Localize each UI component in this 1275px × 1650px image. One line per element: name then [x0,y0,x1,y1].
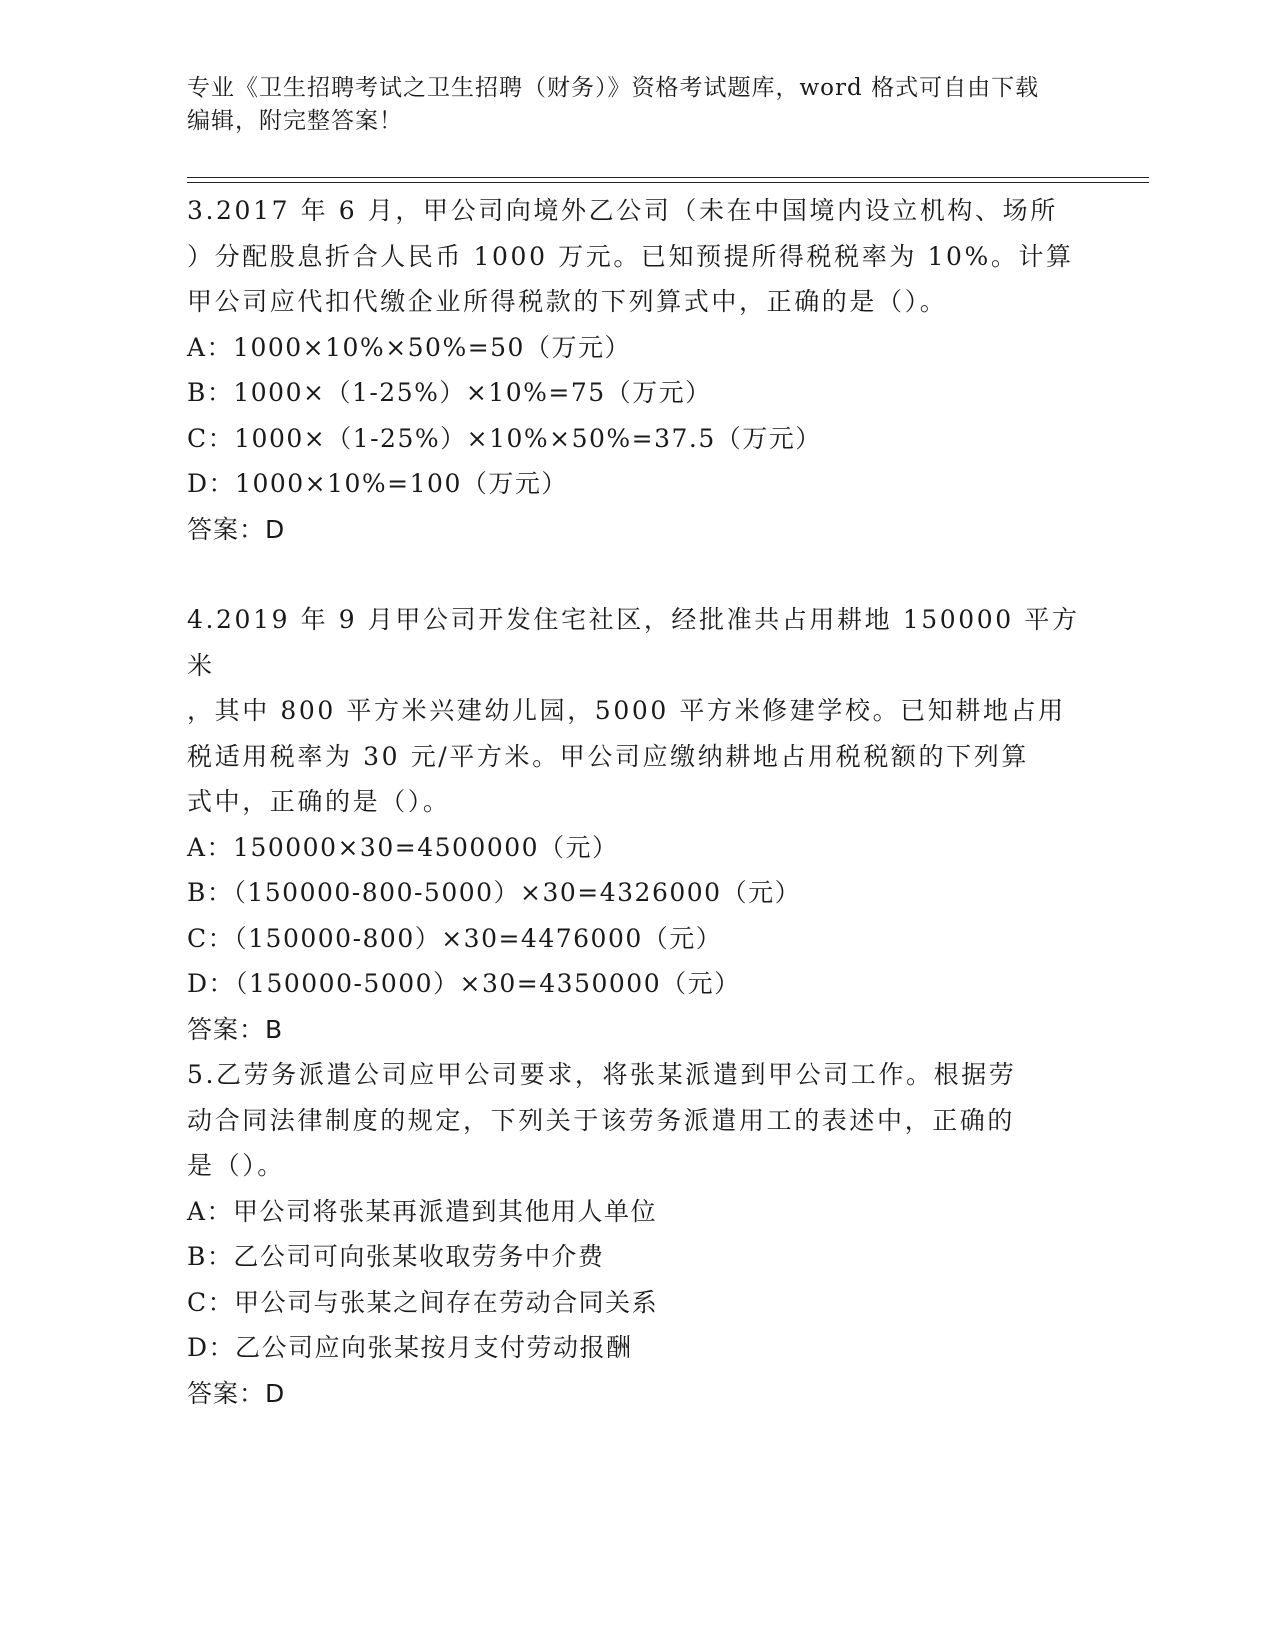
question-text-line: 3.2017 年 6 月，甲公司向境外乙公司（未在中国境内设立机构、场所 [187,196,1058,225]
option-b: B：1000×（1-25%）×10%=75（万元） [187,378,712,407]
question-5 [187,1052,1087,1416]
option-c: C：1000×（1-25%）×10%×50%=37.5（万元） [187,423,822,453]
header-divider-top [187,177,1149,178]
header-divider-bottom [187,182,1149,183]
question-text-line: 4.2019 年 9 月甲公司开发住宅社区，经批准共占用耕地 150000 平方米 [187,605,1080,680]
question-text-line: ）分配股息折合人民币 1000 万元。已知预提所得税税率为 10%。计算 [187,241,1074,271]
answer: 答案：D [187,1378,286,1408]
question-text-line: 甲公司应代扣代缴企业所得税款的下列算式中，正确的是（）。 [187,287,948,316]
header-line-2: 编辑，附完整答案！ [187,108,403,134]
option-a: A：150000×30=4500000（元） [187,832,619,862]
question-text-line: 是（）。 [187,1151,285,1180]
question-4 [187,597,1087,1052]
answer: 答案：B [187,1014,284,1044]
option-a: A：1000×10%×50%=50（万元） [187,332,631,362]
question-text-line: 5.乙劳务派遣公司应甲公司要求，将张某派遣到甲公司工作。根据劳 [187,1060,1017,1089]
option-a: A：甲公司将张某再派遣到其他用人单位 [187,1196,658,1226]
question-3 [187,188,1087,552]
question-text-line: 动合同法律制度的规定，下列关于该劳务派遣用工的表述中，正确的 [187,1105,1016,1135]
header-line-1: 专业《卫生招聘考试之卫生招聘（财务）》资格考试题库，word 格式可自由下载 [187,75,1040,101]
option-b: B：（150000-800-5000）×30=4326000（元） [187,878,802,907]
question-text-line: ，其中 800 平方米兴建幼儿园，5000 平方米修建学校。已知耕地占用 [187,696,1066,725]
question-text-line: 式中，正确的是（）。 [187,787,451,816]
option-d: D：（150000-5000）×30=4350000（元） [187,969,741,998]
answer: 答案：D [187,514,286,544]
question-text-line: 税适用税率为 30 元/平方米。甲公司应缴纳耕地占用税税额的下列算 [187,741,1029,771]
option-d: D：乙公司应向张某按月支付劳动报酬 [187,1333,633,1362]
option-b: B：乙公司可向张某收取劳务中介费 [187,1242,605,1271]
option-d: D：1000×10%=100（万元） [187,469,568,498]
option-c: C：（150000-800）×30=4476000（元） [187,923,723,953]
option-c: C：甲公司与张某之间存在劳动合同关系 [187,1287,659,1317]
document-header [187,72,1067,138]
